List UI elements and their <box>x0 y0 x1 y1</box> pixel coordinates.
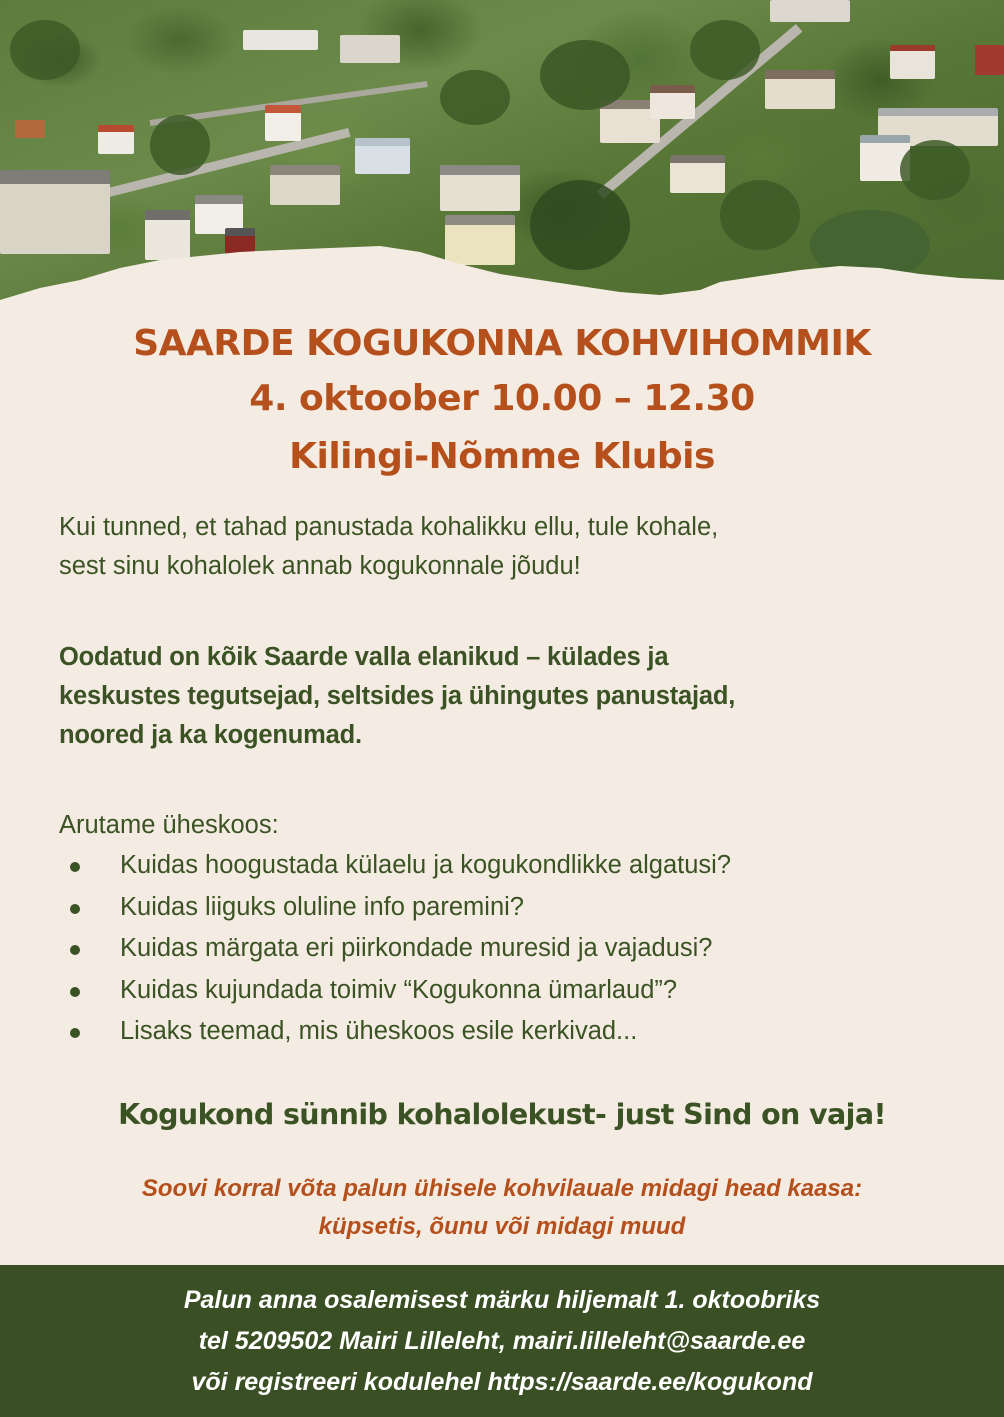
tree <box>10 20 80 80</box>
event-title: SAARDE KOGUKONNA KOHVIHOMMIK <box>133 323 871 364</box>
building <box>265 105 301 141</box>
building <box>765 70 835 109</box>
tree <box>540 40 630 110</box>
building <box>98 125 134 154</box>
torn-paper-edge <box>0 230 1004 310</box>
list-item <box>59 928 959 970</box>
intro-line: sest sinu kohalolek annab kogukonnale jõudu! <box>59 552 581 580</box>
list-item <box>59 970 959 1012</box>
email-link[interactable]: mairi.lilleleht@saarde.ee <box>512 1327 806 1355</box>
building <box>243 30 318 50</box>
note-line: küpsetis, õunu või midagi muud <box>318 1213 686 1240</box>
tree <box>690 20 760 80</box>
tree <box>900 140 970 200</box>
building <box>890 45 935 79</box>
registration-url-link[interactable]: https://saarde.ee/kogukond <box>487 1368 813 1396</box>
topic-text: Kuidas kujundada toimiv “Kogukonna ümarlaud”? <box>120 975 678 1004</box>
list-item <box>59 887 959 929</box>
topic-text: Lisaks teemad, mis üheskoos esile kerkivad... <box>120 1017 638 1045</box>
register-line <box>0 1362 1004 1403</box>
invite-line: keskustes tegutsejad, seltsides ja ühingutes panustajad, <box>59 682 736 710</box>
building <box>270 165 340 205</box>
note-line: Soovi korral võta palun ühisele kohvilauale midagi head kaasa: <box>141 1175 863 1202</box>
bring-food-note <box>0 1170 1004 1246</box>
discussion-title: Arutame üheskoos: <box>59 811 279 839</box>
list-item <box>59 1011 959 1053</box>
tree <box>440 70 510 125</box>
invite-paragraph <box>59 638 959 755</box>
topic-text: Kuidas liiguks oluline info paremini? <box>120 892 524 921</box>
register-prefix: või registreeri kodulehel <box>191 1368 488 1396</box>
intro-line: Kui tunned, et tahad panustada kohalikku ellu, tule kohale, <box>59 513 719 541</box>
building <box>770 0 850 22</box>
bullet-icon <box>70 904 80 914</box>
bullet-icon <box>70 862 80 872</box>
contact-line <box>0 1321 1004 1362</box>
event-date-time: 4. oktoober 10.00 – 12.30 <box>249 378 755 419</box>
bullet-icon <box>70 1028 80 1038</box>
registration-footer <box>0 1265 1004 1417</box>
discussion-topics <box>59 845 959 1053</box>
slogan: Kogukond sünnib kohalolekust- just Sind on vaja! <box>118 1098 886 1131</box>
bullet-icon <box>70 987 80 997</box>
topic-text: Kuidas hoogustada külaelu ja kogukondlikke algatusi? <box>120 851 732 879</box>
intro-paragraph <box>59 508 959 586</box>
registration-deadline: Palun anna osalemisest märku hiljemalt 1. oktoobriks <box>183 1286 821 1314</box>
contact-phone-name: tel 5209502 Mairi Lilleleht, <box>198 1327 513 1355</box>
building <box>670 155 725 193</box>
bullet-icon <box>70 945 80 955</box>
building <box>650 85 695 119</box>
building <box>340 35 400 63</box>
topic-text: Kuidas märgata eri piirkondade muresid ja vajadusi? <box>120 934 713 962</box>
tree <box>150 115 210 175</box>
building <box>440 165 520 211</box>
building <box>355 138 410 174</box>
invite-line: noored ja ka kogenumad. <box>59 721 362 749</box>
event-location: Kilingi-Nõmme Klubis <box>289 436 715 477</box>
building <box>15 120 45 138</box>
event-headline <box>0 318 1004 486</box>
building <box>975 45 1004 75</box>
list-item <box>59 845 959 887</box>
invite-line: Oodatud on kõik Saarde valla elanikud – külades ja <box>59 643 669 671</box>
